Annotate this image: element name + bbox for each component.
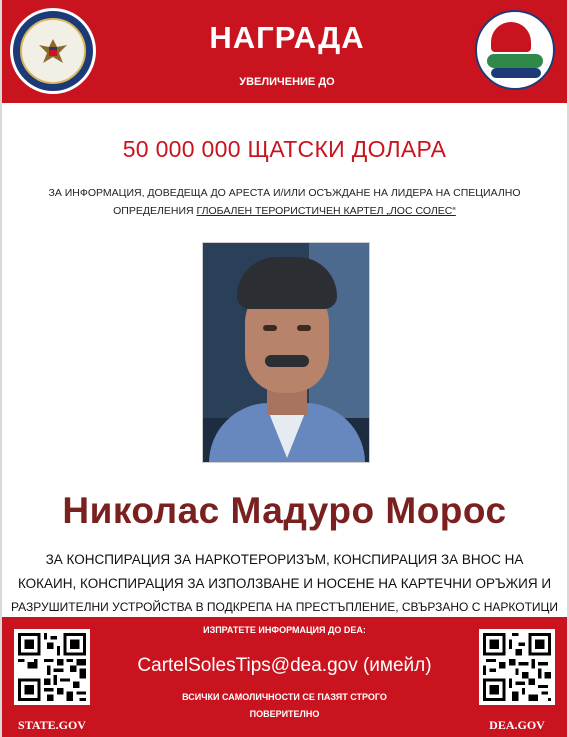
tips-email-link[interactable]: CartelSolesTips@dea.gov (имейл) bbox=[137, 655, 432, 676]
info-line-2 bbox=[2, 205, 567, 217]
dea-gov-qr-code[interactable] bbox=[479, 629, 555, 705]
reward-title: НАГРАДА bbox=[209, 20, 365, 55]
state-gov-qr-code[interactable] bbox=[14, 629, 90, 705]
charge-line-2: КОКАИН, КОНСПИРАЦИЯ ЗА ИЗПОЛЗВАНЕ И НОСЕНЕ НА КАРТЕЧНИ ОРЪЖИЯ И bbox=[17, 576, 552, 591]
reward-amount: 50 000 000 ЩАТСКИ ДОЛАРА bbox=[122, 136, 447, 162]
confidentiality-line-2: ПОВЕРИТЕЛНО bbox=[249, 709, 320, 719]
info-line-1: ЗА ИНФОРМАЦИЯ, ДОВЕДЕЩА ДО АРЕСТА И/ИЛИ ОСЪЖДАНЕ НА ЛИДЕРА НА СПЕЦИАЛНО bbox=[48, 187, 521, 199]
cartel-designation: ГЛОБАЛЕН ТЕРОРИСТИЧЕН КАРТЕЛ „ЛОС СОЛЕС“ bbox=[196, 205, 456, 217]
send-info-heading: ИЗПРАТЕТЕ ИНФОРМАЦИЯ ДО DEA: bbox=[203, 625, 366, 635]
state-gov-label: STATE.GOV bbox=[18, 718, 86, 732]
footer-banner bbox=[2, 617, 567, 737]
us-department-of-state-seal-icon bbox=[10, 8, 96, 94]
dea-gov-label: DEA.GOV bbox=[489, 718, 545, 732]
dea-seal-icon bbox=[475, 10, 555, 90]
reward-subtitle: УВЕЛИЧЕНИЕ ДО bbox=[239, 76, 335, 88]
suspect-name: Николас Мадуро Морос bbox=[62, 490, 507, 531]
confidentiality-line-1: ВСИЧКИ САМОЛИЧНОСТИ СЕ ПАЗЯТ СТРОГО bbox=[182, 692, 387, 702]
suspect-photo bbox=[202, 242, 370, 463]
header-banner bbox=[2, 0, 567, 103]
info-line-2-prefix: ОПРЕДЕЛЕНИЯ bbox=[113, 205, 197, 217]
charge-line-3: РАЗРУШИТЕЛНИ УСТРОЙСТВА В ПОДКРЕПА НА ПРЕСТЪПЛЕНИЕ, СВЪРЗАНО С НАРКОТИЦИ bbox=[10, 600, 559, 614]
charge-line-1: ЗА КОНСПИРАЦИЯ ЗА НАРКОТЕРОРИЗЪМ, КОНСПИРАЦИЯ ЗА ВНОС НА bbox=[45, 552, 524, 567]
